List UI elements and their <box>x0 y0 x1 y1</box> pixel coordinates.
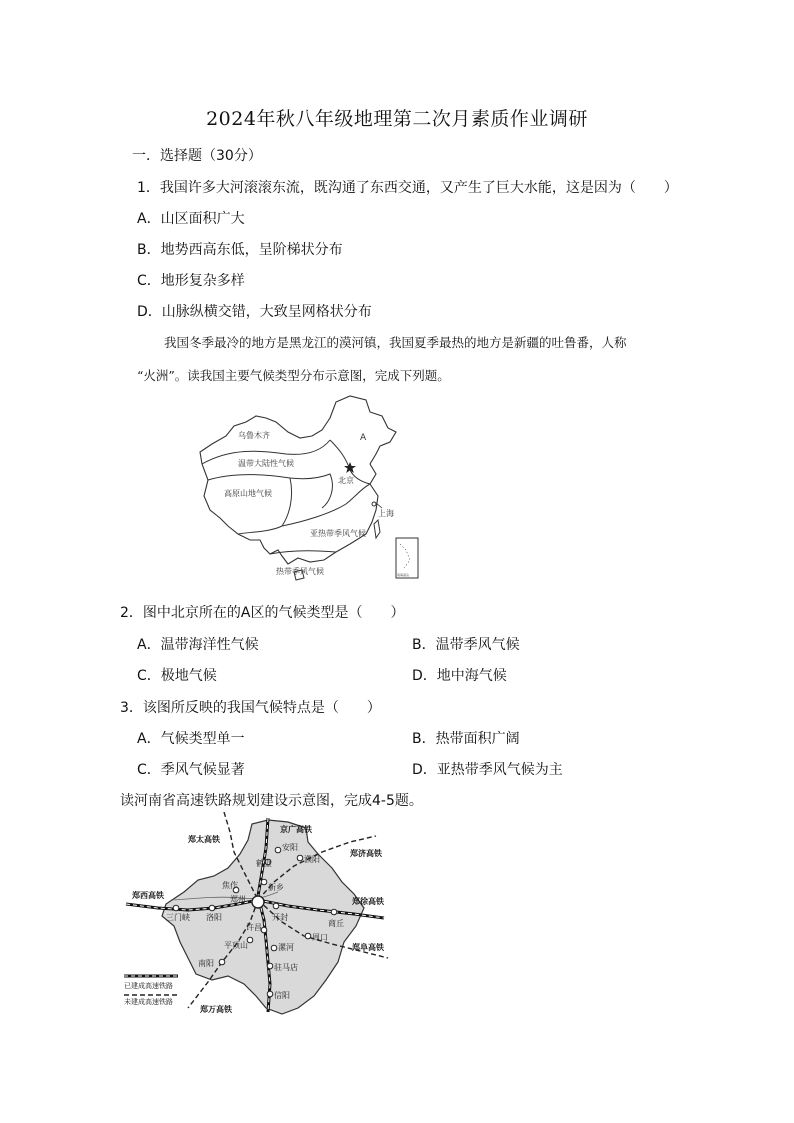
city-hebi: 鹤壁 <box>256 859 272 868</box>
question-2-option-c: C．极地气候 <box>137 668 217 684</box>
city-shangqiu-marker <box>331 909 337 915</box>
line-label-zhengxu: 郑徐高铁 <box>352 897 384 906</box>
question-1-stem: 1．我国许多大河滚滚东流，既沟通了东西交通，又产生了巨大水能，这是因为（ ） <box>137 180 678 196</box>
question-2-stem: 2．图中北京所在的A区的气候类型是（ ） <box>120 605 405 621</box>
question-3-option-a: A．气候类型单一 <box>137 731 245 747</box>
legend-built-label: 已建成高速铁路 <box>124 982 173 990</box>
china-climate-map <box>190 392 425 584</box>
city-zhumadian-marker <box>267 963 273 969</box>
city-nanyang: 南阳 <box>198 959 214 968</box>
label-beijing: 北京 <box>338 476 354 485</box>
question-3-option-c: C．季风气候显著 <box>137 762 245 778</box>
city-anyang-marker <box>275 847 281 853</box>
line-label-zhengfu: 郑阜高铁 <box>352 943 384 952</box>
section-heading: 一．选择题（30分） <box>132 148 262 164</box>
city-xinyang: 信阳 <box>274 991 290 1000</box>
question-1-option-b: B．地势西高东低，呈阶梯状分布 <box>137 242 343 258</box>
shanghai-marker <box>372 502 376 506</box>
city-puyang: 濮阳 <box>304 855 320 864</box>
label-urumqi: 乌鲁木齐 <box>238 431 270 440</box>
city-zhumadian: 驻马店 <box>274 963 298 972</box>
question-2-option-a: A．温带海洋性气候 <box>137 637 259 653</box>
city-nanyang-marker <box>219 959 225 965</box>
line-label-zhengwan: 郑万高铁 <box>200 1005 232 1014</box>
city-xuchang-marker <box>261 927 267 933</box>
question-3-stem: 3．该图所反映的我国气候特点是（ ） <box>120 700 381 716</box>
city-kaifeng-marker <box>273 903 279 909</box>
label-subtropical-monsoon: 亚热带季风气候 <box>310 529 366 538</box>
city-xinxiang-marker <box>261 879 267 885</box>
city-shangqiu: 商丘 <box>328 919 344 928</box>
city-zhoukou: 周口 <box>312 933 328 942</box>
south-china-sea-inset <box>396 538 418 578</box>
city-puyang-marker <box>297 855 303 861</box>
china-outline <box>200 396 396 564</box>
question-3-option-b: B．热带面积广阔 <box>412 731 520 747</box>
label-shanghai: 上海 <box>378 509 394 518</box>
city-zhengzhou-marker <box>252 896 264 908</box>
city-luoyang: 洛阳 <box>206 913 222 922</box>
city-luohe: 漯河 <box>278 943 294 952</box>
line-label-zhengxi: 郑西高铁 <box>132 891 164 900</box>
question-2-option-d: D．地中海气候 <box>412 668 507 684</box>
question-1-option-c: C．地形复杂多样 <box>137 273 245 289</box>
city-sanmenxia-marker <box>173 905 179 911</box>
legend-unbuilt-label: 未建成高速铁路 <box>124 998 173 1006</box>
city-pingdingshan-marker <box>247 937 253 943</box>
henan-railway-map <box>118 812 400 1022</box>
passage-2: 读河南省高速铁路规划建设示意图，完成4-5题。 <box>120 793 423 809</box>
page-title: 2024年秋八年级地理第二次月素质作业调研 <box>206 108 588 130</box>
city-xinyang-marker <box>267 991 273 997</box>
city-jiaozuo: 焦作 <box>222 881 238 890</box>
label-plateau: 高原山地气候 <box>224 489 272 498</box>
question-2-option-b: B．温带季风气候 <box>412 637 520 653</box>
passage-line-2: “火洲”。读我国主要气候类型分布示意图，完成下列题。 <box>137 368 450 383</box>
question-1-option-d: D．山脉纵横交错，大致呈网格状分布 <box>137 304 372 320</box>
city-xinxiang: 新乡 <box>268 883 284 892</box>
line-label-jingguang: 京广高铁 <box>280 825 312 834</box>
city-kaifeng: 开封 <box>272 913 288 922</box>
line-label-zhengji: 郑济高铁 <box>350 849 382 858</box>
city-sanmenxia: 三门峡 <box>166 913 190 922</box>
label-tropical-monsoon: 热带季风气候 <box>276 567 324 576</box>
line-label-zhengtai: 郑太高铁 <box>188 835 220 844</box>
city-anyang: 安阳 <box>282 843 298 852</box>
passage-line-1: 我国冬季最冷的地方是黑龙江的漠河镇，我国夏季最热的地方是新疆的吐鲁番，人称 <box>164 335 627 350</box>
city-luohe-marker <box>271 945 277 951</box>
label-inset: 南海诸岛 <box>397 573 410 577</box>
question-3-option-d: D．亚热带季风气候为主 <box>412 762 563 778</box>
city-zhoukou-marker <box>305 933 311 939</box>
label-region-a: A <box>360 433 367 443</box>
city-xuchang: 许昌 <box>246 923 262 932</box>
city-zhengzhou: 郑州 <box>230 895 246 904</box>
city-pingdingshan: 平顶山 <box>224 941 248 950</box>
city-luoyang-marker <box>209 905 215 911</box>
question-1-option-a: A．山区面积广大 <box>137 211 245 227</box>
label-temperate-continental: 温带大陆性气候 <box>238 459 294 468</box>
taiwan-island <box>374 520 380 538</box>
